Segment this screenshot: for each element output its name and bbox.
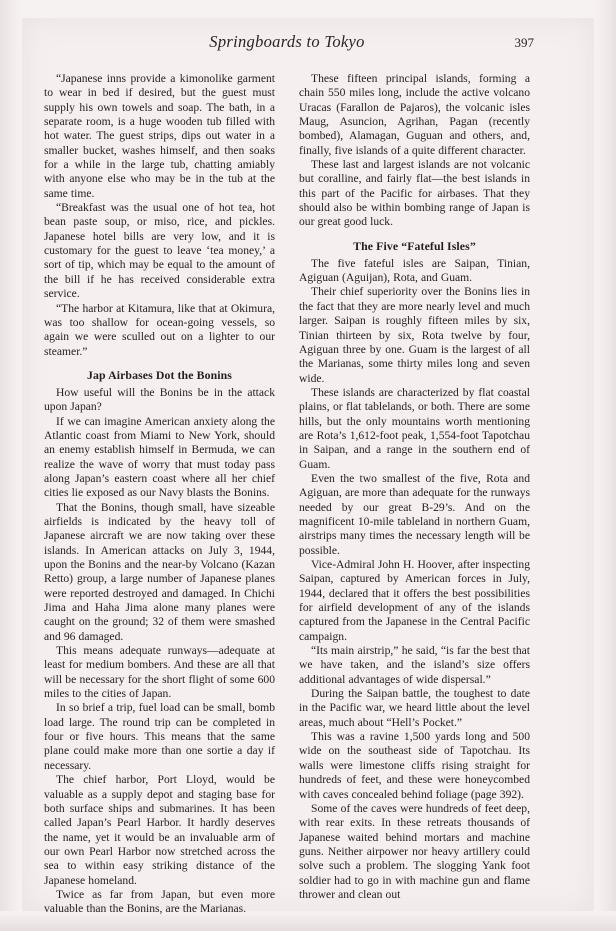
body-paragraph: These islands are characterized by flat coastal plains, or flat tablelands, or both. There are some hills, but the only mountains worth mentioning are Rota’s 1,612-foot peak, 1,554-foot Tapotchau in Saipan, and a range in the southern end of Guam. (299, 385, 530, 471)
body-paragraph: Twice as far from Japan, but even more valuable than the Bonins, are the Marianas. (44, 887, 275, 916)
book-title: Springboards to Tokyo (209, 32, 365, 51)
section-subheading: The Five “Fateful Isles” (353, 238, 476, 253)
body-paragraph: The five fateful isles are Saipan, Tinian, Agiguan (Aguijan), Rota, and Guam. (299, 256, 530, 285)
body-paragraph: This means adequate runways—adequate at least for medium bombers. And these are all that will be necessary for the short flight of some 600 miles to the cities of Japan. (44, 644, 275, 701)
body-paragraph: Some of the caves were hundreds of feet deep, with rear exits. In these retreats thousands of Japanese waited behind mortars and machine guns. Neither airpower nor heavy artillery could solve such a problem. The slogging Yank foot soldier had to go in with machine gun and flame thrower and clean out (299, 801, 530, 901)
body-paragraph: “Breakfast was the usual one of hot tea, hot bean paste soup, or miso, rice, and pickles. Japanese hotel bills are very low, and it is customary for the guest to leave ‘tea money,’ a sort of tip, which may be equal to the amount of the bill if he has received considerable extra service. (44, 201, 275, 301)
body-paragraph: Vice-Admiral John H. Hoover, after inspecting Saipan, captured by American forces in July, 1944, declared that it offers the best possibilities for airfield development of any of the islands captured from the Japanese in the Central Pacific campaign. (299, 558, 530, 643)
body-paragraph: Even the two smallest of the five, Rota and Agiguan, are more than adequate for the runways needed by our great B-29’s. And on the magnificent 10-mile tableland in northern Guam, airstrips many times the necessary length will be possible. (299, 471, 530, 557)
page-edge-left (0, 0, 22, 931)
body-paragraph: These last and largest islands are not volcanic but coralline, and fairly flat—the best islands in this part of the Pacific for airbases. That they should also be within bombing range of Japan is our great good luck. (299, 158, 530, 229)
page-number: 397 (514, 35, 534, 50)
body-paragraph: This was a ravine 1,500 yards long and 500 wide on the southeast side of Tapotchau. Its walls were limestone cliffs rising straight for hundreds of feet, and these were honeycombed with caves concealed behind foliage (page 392). (299, 730, 530, 801)
body-paragraph: Their chief superiority over the Bonins lies in the fact that they are more nearly level and much larger. Saipan is roughly fifteen miles by six, Tinian thirteen by six, Rota twelve by four, Agiguan three by one. Guam is the largest of all the Marianas, some thirty miles long and seven wide. (299, 285, 530, 385)
body-paragraph: If we can imagine American anxiety along the Atlantic coast from Miami to New York, should an enemy establish himself in Bermuda, we can realize the wave of worry that must today pass along Japan’s eastern coast where all her chief cities lie exposed as our Navy blasts the Bonins. (44, 414, 275, 500)
body-paragraph: “The harbor at Kitamura, like that at Okimura, was too shallow for ocean-going vessels, so again we were sculled out on a lighter to our steamer.” (44, 301, 275, 358)
page-edge-right (594, 0, 616, 931)
body-paragraph: During the Saipan battle, the toughest to date in the Pacific war, we heard little about the level areas, much about “Hell’s Pocket.” (299, 687, 530, 729)
body-paragraph: “Japanese inns provide a kimonolike garment to wear in bed if desired, but the guest must supply his own towels and soap. The bath, in a separate room, is a huge wooden tub filled with hot water. The guest strips, dips out water in a smaller bucket, washes himself, and then soaks for a while in the large tub, chatting amiably with anyone else who may be in the tub at the same time. (44, 72, 275, 200)
body-paragraph: “Its main airstrip,” he said, “is far the best that we have taken, and the island’s size offers additional advantages of wide dispersal.” (299, 644, 530, 686)
section-subheading: Jap Airbases Dot the Bonins (87, 367, 232, 382)
body-paragraph: The chief harbor, Port Lloyd, would be valuable as a supply depot and staging base for both surface ships and submarines. It has been called Japan’s Pearl Harbor. It hardly deserves the name, yet it would be an invaluable arm of our own Pearl Harbor now stretched across the sea to within easy striking distance of the Japanese homeland. (44, 773, 275, 887)
column-left (44, 72, 275, 917)
column-right (299, 72, 530, 917)
running-head (40, 32, 534, 54)
text-columns (44, 72, 530, 917)
body-paragraph: That the Bonins, though small, have sizeable airfields is indicated by the heavy toll of Japanese aircraft we are now taking over these islands. In American attacks on July 3, 1944, upon the Bonins and the near-by Volcano (Kazan Retto) group, a large number of Japanese planes were reported destroyed and damaged. In Chichi Jima and Haha Jima alone many planes were caught on the ground; 32 of them were smashed and 96 damaged. (44, 500, 275, 643)
body-paragraph: These fifteen principal islands, forming a chain 550 miles long, include the active volcano Uracas (Farallon de Pajaros), the volcanic isles Maug, Asuncion, Agrihan, Pagan (recently bombed), Alamagan, Guguan and others, and, finally, five islands of a quite different character. (299, 72, 530, 157)
body-paragraph: How useful will the Bonins be in the attack upon Japan? (44, 385, 275, 414)
body-paragraph: In so brief a trip, fuel load can be small, bomb load large. The round trip can be completed in four or five hours. This means that the same plane could make more than one sortie a day if necessary. (44, 701, 275, 772)
